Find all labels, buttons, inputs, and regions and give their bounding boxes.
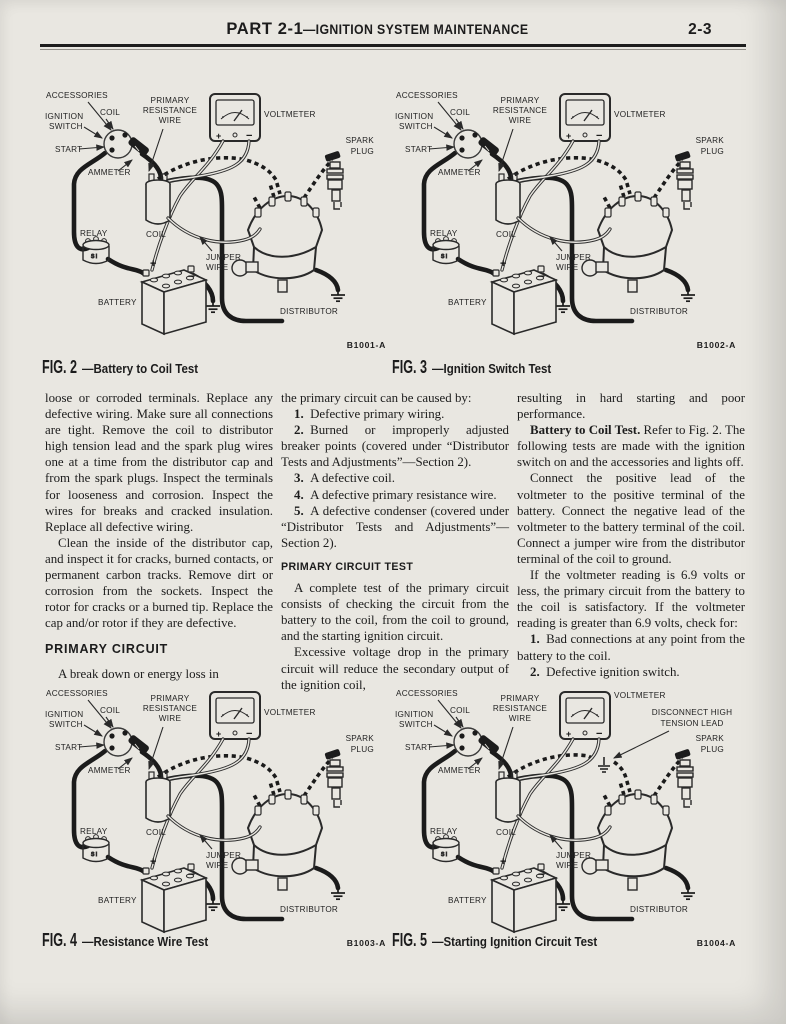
list-number: 1. <box>530 632 540 647</box>
figure-caption-number: FIG. 5 <box>392 930 428 950</box>
figure-caption-number: FIG. 4 <box>42 930 78 950</box>
wiring-diagram <box>392 84 744 356</box>
diagram-label-jumper_wire: JUMPER <box>206 253 242 262</box>
diagram-label-ignition_switch: IGNITION <box>395 112 434 121</box>
diagram-label-ammeter: AMMETER <box>438 168 481 177</box>
list-number: 4. <box>294 487 304 502</box>
paragraph <box>45 666 273 682</box>
diagram-label-relay_terminals: S I <box>441 254 448 260</box>
diagram-label-spark_plug: PLUG <box>700 147 724 156</box>
paragraph-text: Refer to Fig. 2. The following tests are made with the ignition switch on and the accessories and lights off. <box>517 423 745 470</box>
diagram-label-relay_terminals: S I <box>91 254 98 260</box>
diagram-label-primary_resistance_wire: PRIMARY <box>500 96 540 105</box>
diagram-label-coil_top: COIL <box>450 706 471 715</box>
text-column-1 <box>45 390 273 693</box>
battery-drawing <box>492 864 556 932</box>
diagram-label-coil: COIL <box>496 230 517 239</box>
figure-code: B1004-A <box>696 938 736 948</box>
spark-plug-drawing <box>674 749 693 807</box>
diagram-label-primary_resistance_wire: WIRE <box>158 714 182 723</box>
diagram-label-ignition_switch: IGNITION <box>395 710 434 719</box>
diagram-label-accessories: ACCESSORIES <box>396 689 458 698</box>
list-number: 2. <box>530 664 540 679</box>
body-text-columns <box>45 390 746 693</box>
diagram-label-primary_resistance_wire: WIRE <box>508 116 532 125</box>
ground-symbol <box>556 299 570 312</box>
diagram-label-ammeter: AMMETER <box>438 766 481 775</box>
paragraph-text: A break down or energy loss in <box>58 666 219 681</box>
paragraph-text: Defective primary wiring. <box>310 407 445 422</box>
distributor-drawing <box>232 192 322 292</box>
paragraph-text: If the voltmeter reading is 6.9 volts or less, the primary circuit from the battery to the coil is satisfactory. If the voltmeter reading is greater than 6.9 volts, check for: <box>517 568 745 631</box>
header-rule <box>40 44 746 47</box>
diagram-label-battery: BATTERY <box>448 298 487 307</box>
diagram-label-voltmeter: VOLTMETER <box>264 708 316 717</box>
diagram-label-meter_minus: − <box>596 130 603 142</box>
diagram-label-ignition_switch: SWITCH <box>49 720 83 729</box>
list-item <box>281 470 509 486</box>
diagram-label-distributor: DISTRIBUTOR <box>630 307 689 316</box>
diagram-label-battery: BATTERY <box>98 298 137 307</box>
text-column-2 <box>281 390 509 693</box>
paragraph-text: loose or corroded terminals. Replace any defective wiring. Make sure all connections are tight. Remove the coil to distributor high tension lead and the spark plug wires one at a time from the distributor cap and from the spark plugs. Inspect the terminals for looseness and corrosion. Inspect the wires for breaks and cracked insulation. Replace all defective wiring. <box>45 391 273 534</box>
diagram-label-accessories: ACCESSORIES <box>396 91 458 100</box>
diagram-label-batt_minus: − <box>538 867 546 881</box>
spark-plug-drawing <box>324 749 343 807</box>
coil-drawing <box>146 772 170 822</box>
paragraph <box>281 644 509 692</box>
diagram-label-relay: RELAY <box>80 229 108 238</box>
paragraph-text: Burned or improperly adjusted breaker points (covered under “Distributor Tests and Adjustments”—Section 2). <box>281 423 509 470</box>
diagram-label-batt_plus: + <box>150 258 157 270</box>
diagram-label-coil_top: COIL <box>100 108 121 117</box>
diagram-label-relay: RELAY <box>80 827 108 836</box>
diagram-label-primary_resistance_wire: WIRE <box>508 714 532 723</box>
diagram-label-spark_plug: PLUG <box>350 147 374 156</box>
paragraph-text: A defective coil. <box>310 471 395 486</box>
diagram-label-meter_minus: − <box>246 728 253 740</box>
diagram-label-accessories: ACCESSORIES <box>46 689 108 698</box>
diagram-label-ammeter: AMMETER <box>88 168 131 177</box>
diagram-label-spark_plug: PLUG <box>350 745 374 754</box>
diagram-label-start: START <box>405 145 433 154</box>
distributor-drawing <box>232 790 322 890</box>
diagram-label-primary_resistance_wire: RESISTANCE <box>142 106 198 115</box>
diagram-label-voltmeter: VOLTMETER <box>614 110 666 119</box>
diagram-label-batt_plus: + <box>150 856 157 868</box>
figure-block-5 <box>392 682 744 951</box>
diagram-label-spark_plug: SPARK <box>695 734 724 743</box>
list-item <box>517 631 745 663</box>
distributor-drawing <box>582 790 672 890</box>
text-column-3 <box>517 390 745 693</box>
paragraph-text: resulting in hard starting and poor performance. <box>517 391 745 422</box>
paragraph <box>281 390 509 406</box>
diagram-label-meter_minus: − <box>596 728 603 740</box>
paragraph-text: Clean the inside of the distributor cap, and inspect it for cracks, burned contacts, or permanent carbon tracks. Remove dirt or corrosion from the sockets. Inspect the rotor for cracks or a burned tip. Replace the cap and/or rotor if they are defective. <box>45 535 274 631</box>
paragraph <box>45 390 273 535</box>
diagram-label-coil: COIL <box>146 230 167 239</box>
diagram-label-relay: RELAY <box>430 827 458 836</box>
diagram-label-primary_resistance_wire: RESISTANCE <box>492 704 548 713</box>
diagram-label-coil_top: COIL <box>450 108 471 117</box>
diagram-label-primary_resistance_wire: PRIMARY <box>150 96 190 105</box>
diagram-label-jumper_wire: WIRE <box>556 861 579 870</box>
header-rule-shadow <box>40 49 746 50</box>
diagram-label-primary_resistance_wire: RESISTANCE <box>492 106 548 115</box>
coil-drawing <box>146 174 170 224</box>
subsection-heading: PRIMARY CIRCUIT TEST <box>281 560 414 573</box>
diagram-label-battery: BATTERY <box>448 896 487 905</box>
diagram-label-coil: COIL <box>496 828 517 837</box>
voltmeter-drawing <box>560 94 610 142</box>
diagram-label-batt_minus: − <box>188 867 196 881</box>
diagram-label-ignition_switch: IGNITION <box>45 710 84 719</box>
diagram-label-jumper_wire: JUMPER <box>556 253 592 262</box>
diagram-label-meter_minus: − <box>246 130 253 142</box>
ignition-switch-drawing <box>454 728 500 756</box>
diagram-label-batt_minus: − <box>538 269 546 283</box>
figure-caption-title: —Ignition Switch Test <box>432 362 552 376</box>
diagram-label-meter_plus: + <box>216 131 222 141</box>
diagram-label-ignition_switch: SWITCH <box>399 720 433 729</box>
coil-drawing <box>496 174 520 224</box>
list-number: 3. <box>294 471 304 486</box>
diagram-label-batt_minus: − <box>188 269 196 283</box>
figure-code: B1001-A <box>346 340 386 350</box>
figure-block-3 <box>392 84 744 378</box>
section-heading: PRIMARY CIRCUIT <box>45 642 169 657</box>
battery-drawing <box>142 864 206 932</box>
figure-caption <box>392 930 744 951</box>
figure-caption <box>392 357 744 378</box>
header-part-label: PART 2-1 <box>226 20 304 38</box>
diagram-label-ignition_switch: SWITCH <box>49 122 83 131</box>
figure-block-4 <box>42 682 394 951</box>
diagram-label-jumper_wire: JUMPER <box>556 851 592 860</box>
voltmeter-drawing <box>210 94 260 142</box>
paragraph <box>45 535 273 632</box>
list-number: 2. <box>294 423 304 438</box>
page-title: —IGNITION SYSTEM MAINTENANCE <box>303 21 529 37</box>
diagram-label-meter_plus: + <box>566 729 572 739</box>
diagram-label-coil_top: COIL <box>100 706 121 715</box>
paragraph <box>517 567 745 631</box>
paragraph <box>281 580 509 644</box>
paragraph-lead: Battery to Coil Test. <box>530 423 641 438</box>
diagram-label-batt_plus: + <box>500 856 507 868</box>
list-number: 1. <box>294 407 304 422</box>
diagram-label-jumper_wire: WIRE <box>556 263 579 272</box>
wiring-diagram <box>392 682 744 954</box>
ground-symbol <box>681 288 695 301</box>
diagram-label-ignition_switch: IGNITION <box>45 112 84 121</box>
diagram-label-jumper_wire: WIRE <box>206 861 229 870</box>
diagram-label-batt_plus: + <box>500 258 507 270</box>
page-header <box>0 20 786 39</box>
wiring-diagram <box>42 682 394 954</box>
ignition-switch-drawing <box>104 130 150 158</box>
figure-block-2 <box>42 84 394 378</box>
diagram-label-disconnect: TENSION LEAD <box>660 719 724 728</box>
figure-code: B1002-A <box>696 340 736 350</box>
figure-caption <box>42 930 394 951</box>
paragraph-text: Defective ignition switch. <box>546 664 680 679</box>
ground-symbol <box>206 897 220 910</box>
figure-caption-title: —Starting Ignition Circuit Test <box>432 935 598 949</box>
diagram-label-start: START <box>55 743 83 752</box>
ignition-switch-drawing <box>454 130 500 158</box>
paragraph-text: Excessive voltage drop in the primary circuit will reduce the secondary output of the ignition coil, <box>281 645 509 692</box>
list-item <box>281 422 509 470</box>
ground-symbol <box>206 299 220 312</box>
diagram-label-spark_plug: SPARK <box>345 734 374 743</box>
diagram-label-spark_plug: SPARK <box>345 136 374 145</box>
ground-symbol <box>331 886 345 899</box>
diagram-label-relay_terminals: S I <box>91 852 98 858</box>
diagram-label-jumper_wire: JUMPER <box>206 851 242 860</box>
diagram-label-coil: COIL <box>146 828 167 837</box>
diagram-label-distributor: DISTRIBUTOR <box>280 307 339 316</box>
diagram-label-relay_terminals: S I <box>441 852 448 858</box>
spark-plug-drawing <box>674 151 693 209</box>
diagram-label-ammeter: AMMETER <box>88 766 131 775</box>
diagram-label-distributor: DISTRIBUTOR <box>630 905 689 914</box>
ignition-switch-drawing <box>104 728 150 756</box>
figure-caption-number: FIG. 2 <box>42 357 78 377</box>
list-item <box>281 406 509 422</box>
diagram-label-spark_plug: SPARK <box>695 136 724 145</box>
battery-drawing <box>142 266 206 334</box>
diagram-label-start: START <box>55 145 83 154</box>
list-item <box>517 664 745 680</box>
figure-code: B1003-A <box>346 938 386 948</box>
diagram-label-disconnect: DISCONNECT HIGH <box>651 708 733 717</box>
list-number: 5. <box>294 503 304 518</box>
voltmeter-drawing <box>210 692 260 740</box>
diagram-label-distributor: DISTRIBUTOR <box>280 905 339 914</box>
diagram-label-accessories: ACCESSORIES <box>46 91 108 100</box>
figure-caption-number: FIG. 3 <box>392 357 428 377</box>
figure-caption-title: —Resistance Wire Test <box>82 935 209 949</box>
diagram-label-primary_resistance_wire: PRIMARY <box>500 694 540 703</box>
wiring-diagram <box>42 84 394 356</box>
diagram-label-relay: RELAY <box>430 229 458 238</box>
diagram-label-meter_plus: + <box>216 729 222 739</box>
diagram-label-start: START <box>405 743 433 752</box>
diagram-label-meter_plus: + <box>566 131 572 141</box>
spark-plug-drawing <box>324 151 343 209</box>
diagram-label-primary_resistance_wire: PRIMARY <box>150 694 190 703</box>
figure-caption <box>42 357 394 378</box>
paragraph-text: A complete test of the primary circuit consists of checking the circuit from the battery to the coil, from the coil to ground, and the starting ignition circuit. <box>281 581 509 644</box>
page-number: 2-3 <box>688 21 712 38</box>
coil-drawing <box>496 772 520 822</box>
battery-drawing <box>492 266 556 334</box>
paragraph-text: Bad connections at any point from the battery to the coil. <box>517 632 745 663</box>
voltmeter-drawing <box>560 692 610 740</box>
paragraph <box>517 390 745 422</box>
paragraph-text: A defective primary resistance wire. <box>310 487 497 502</box>
paragraph-text: Connect the positive lead of the voltmeter to the positive terminal of the battery. Connect the negative lead of the voltmeter to the battery terminal of the coil. Connect a jumper wire from the distributor terminal of the coil to ground. <box>517 471 745 566</box>
diagram-label-voltmeter: VOLTMETER <box>264 110 316 119</box>
paragraph-text: A defective condenser (covered under “Distributor Tests and Adjustments”—Section 2). <box>281 503 509 550</box>
list-item <box>281 503 509 551</box>
diagram-label-spark_plug: PLUG <box>700 745 724 754</box>
ground-symbol <box>556 897 570 910</box>
diagram-label-primary_resistance_wire: RESISTANCE <box>142 704 198 713</box>
paragraph-text: the primary circuit can be caused by: <box>281 391 472 405</box>
diagram-label-jumper_wire: WIRE <box>206 263 229 272</box>
diagram-label-ignition_switch: SWITCH <box>399 122 433 131</box>
diagram-label-primary_resistance_wire: WIRE <box>158 116 182 125</box>
distributor-drawing <box>582 192 672 292</box>
ground-symbol <box>331 288 345 301</box>
disconnect-point <box>598 757 610 772</box>
paragraph <box>517 422 745 470</box>
list-item <box>281 487 509 503</box>
figure-caption-title: —Battery to Coil Test <box>82 362 199 376</box>
diagram-label-voltmeter: VOLTMETER <box>614 691 666 700</box>
paragraph <box>517 470 745 567</box>
ground-symbol <box>681 886 695 899</box>
diagram-label-battery: BATTERY <box>98 896 137 905</box>
